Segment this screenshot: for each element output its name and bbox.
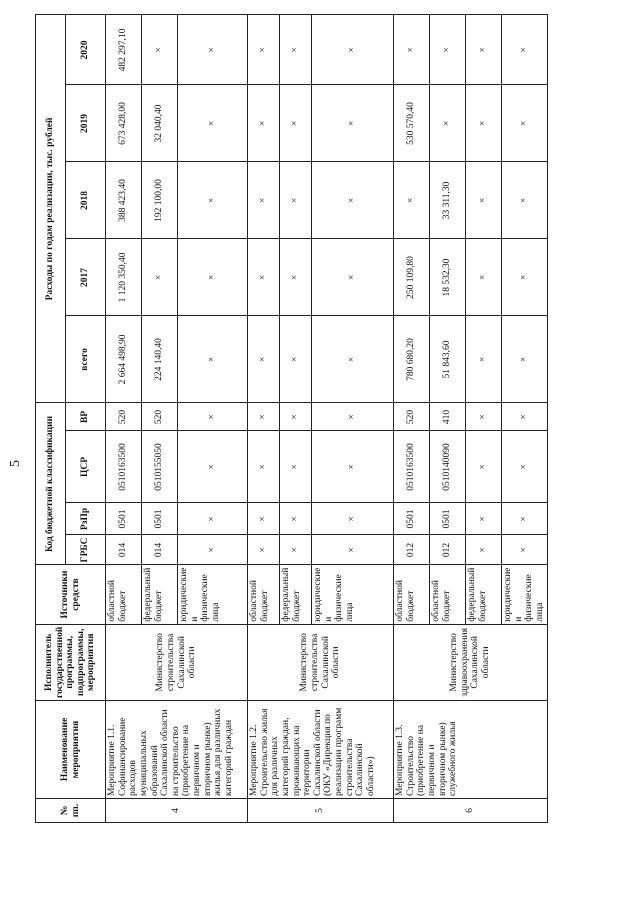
grbs-cell: × bbox=[466, 535, 502, 565]
executor: Министерство строительства Сахалинской области bbox=[248, 624, 394, 700]
csr-cell: × bbox=[502, 431, 548, 503]
y2019-cell: × bbox=[248, 85, 280, 162]
y2017-cell: × bbox=[502, 239, 548, 316]
table-row bbox=[106, 15, 142, 823]
grbs-cell: × bbox=[248, 535, 280, 565]
vr-cell: 410 bbox=[430, 403, 466, 431]
source: юридические и физические лица bbox=[312, 565, 394, 624]
rppr-cell: 0501 bbox=[142, 503, 178, 535]
total-cell: × bbox=[502, 316, 548, 403]
y2017-cell: × bbox=[178, 239, 248, 316]
y2017-cell: × bbox=[312, 239, 394, 316]
vr-cell: × bbox=[280, 403, 312, 431]
measure-name: Мероприятие 1.3. Строительство (приобретение на первичном и вторичном рынке) служебного жилья bbox=[394, 701, 548, 799]
row-num: 6 bbox=[394, 799, 548, 823]
y2017-cell: × bbox=[248, 239, 280, 316]
header-total: всего bbox=[66, 316, 106, 403]
header-code-group: Код бюджетной классификации bbox=[36, 403, 66, 565]
vr-cell: × bbox=[312, 403, 394, 431]
y2019-cell: × bbox=[466, 85, 502, 162]
y2019-cell: × bbox=[178, 85, 248, 162]
source: областной бюджет bbox=[248, 565, 280, 624]
vr-cell: 520 bbox=[106, 403, 142, 431]
header-2018: 2018 bbox=[66, 162, 106, 239]
source: юридические и физические лица bbox=[502, 565, 548, 624]
grbs-cell: 014 bbox=[106, 535, 142, 565]
y2020-cell: × bbox=[430, 15, 466, 85]
rppr-cell: × bbox=[248, 503, 280, 535]
vr-cell: 520 bbox=[394, 403, 430, 431]
csr-cell: × bbox=[248, 431, 280, 503]
total-cell: 2 664 498,90 bbox=[106, 316, 142, 403]
y2020-cell: × bbox=[312, 15, 394, 85]
y2020-cell: 482 297,10 bbox=[106, 15, 142, 85]
y2018-cell: × bbox=[248, 162, 280, 239]
y2019-cell: × bbox=[430, 85, 466, 162]
total-cell: × bbox=[312, 316, 394, 403]
y2018-cell: × bbox=[178, 162, 248, 239]
y2020-cell: × bbox=[178, 15, 248, 85]
y2019-cell: 673 428,00 bbox=[106, 85, 142, 162]
grbs-cell: × bbox=[312, 535, 394, 565]
csr-cell: × bbox=[312, 431, 394, 503]
csr-cell: 0510163500 bbox=[106, 431, 142, 503]
y2018-cell: 388 423,40 bbox=[106, 162, 142, 239]
total-cell: 780 680,20 bbox=[394, 316, 430, 403]
header-rppr: РзПр bbox=[66, 503, 106, 535]
y2018-cell: 33 311,30 bbox=[430, 162, 466, 239]
y2019-cell: × bbox=[280, 85, 312, 162]
row-num: 5 bbox=[248, 799, 394, 823]
measure-name: Мероприятие 1.1. Софинансирование расходов муниципальных образований Сахалинской области на строительство (приобретение на первичном и вторичном рынке) жилья для различных категорий граждан bbox=[106, 701, 248, 799]
csr-cell: × bbox=[178, 431, 248, 503]
y2020-cell: × bbox=[248, 15, 280, 85]
y2017-cell: × bbox=[142, 239, 178, 316]
header-expenses-group: Расходы по годам реализации, тыс. рублей bbox=[36, 15, 66, 403]
rppr-cell: 0501 bbox=[394, 503, 430, 535]
source: федеральный бюджет bbox=[280, 565, 312, 624]
csr-cell: 0510140090 bbox=[430, 431, 466, 503]
vr-cell: × bbox=[502, 403, 548, 431]
y2018-cell: × bbox=[394, 162, 430, 239]
header-2017: 2017 bbox=[66, 239, 106, 316]
y2020-cell: × bbox=[466, 15, 502, 85]
header-name: Наименование мероприятия bbox=[36, 701, 106, 799]
rppr-cell: 0501 bbox=[430, 503, 466, 535]
total-cell: × bbox=[280, 316, 312, 403]
y2017-cell: 1 120 350,40 bbox=[106, 239, 142, 316]
total-cell: 224 140,40 bbox=[142, 316, 178, 403]
grbs-cell: 012 bbox=[394, 535, 430, 565]
rppr-cell: × bbox=[280, 503, 312, 535]
y2017-cell: 18 532,30 bbox=[430, 239, 466, 316]
rppr-cell: × bbox=[178, 503, 248, 535]
vr-cell: × bbox=[248, 403, 280, 431]
header-num: № пп. bbox=[36, 799, 106, 823]
grbs-cell: × bbox=[280, 535, 312, 565]
y2019-cell: × bbox=[502, 85, 548, 162]
y2019-cell: × bbox=[312, 85, 394, 162]
measure-name: Мероприятие 1.2. Строительство жилья для различных категорий граждан, проживающих на территории Сахалинской области (ОКУ «Дирекция по реализации программ строительства Сахалинской области») bbox=[248, 701, 394, 799]
source: областной бюджет bbox=[430, 565, 466, 624]
total-cell: × bbox=[248, 316, 280, 403]
y2018-cell: × bbox=[312, 162, 394, 239]
table-row bbox=[394, 15, 430, 823]
y2020-cell: × bbox=[394, 15, 430, 85]
header-executor: Исполнитель государственной программы, подпрограммы, мероприятия bbox=[36, 624, 106, 700]
y2017-cell: 250 109,80 bbox=[394, 239, 430, 316]
header-2019: 2019 bbox=[66, 85, 106, 162]
vr-cell: × bbox=[466, 403, 502, 431]
rppr-cell: × bbox=[502, 503, 548, 535]
source: областной бюджет bbox=[106, 565, 142, 624]
source: юридические и физические лица bbox=[178, 565, 248, 624]
csr-cell: × bbox=[280, 431, 312, 503]
y2019-cell: 530 570,40 bbox=[394, 85, 430, 162]
rppr-cell: × bbox=[312, 503, 394, 535]
budget-table bbox=[35, 14, 548, 823]
y2020-cell: × bbox=[142, 15, 178, 85]
total-cell: × bbox=[178, 316, 248, 403]
header-2020: 2020 bbox=[66, 15, 106, 85]
y2018-cell: × bbox=[280, 162, 312, 239]
header-vr: ВР bbox=[66, 403, 106, 431]
y2018-cell: × bbox=[502, 162, 548, 239]
csr-cell: × bbox=[466, 431, 502, 503]
row-num: 4 bbox=[106, 799, 248, 823]
vr-cell: × bbox=[178, 403, 248, 431]
y2018-cell: × bbox=[466, 162, 502, 239]
rppr-cell: × bbox=[466, 503, 502, 535]
grbs-cell: × bbox=[178, 535, 248, 565]
rppr-cell: 0501 bbox=[106, 503, 142, 535]
y2020-cell: × bbox=[502, 15, 548, 85]
vr-cell: 520 bbox=[142, 403, 178, 431]
y2017-cell: × bbox=[466, 239, 502, 316]
table-row bbox=[248, 15, 280, 823]
executor: Министерство здравоохранения Сахалинской области bbox=[394, 624, 548, 700]
source: федеральный бюджет bbox=[466, 565, 502, 624]
csr-cell: 0510155050 bbox=[142, 431, 178, 503]
y2020-cell: × bbox=[280, 15, 312, 85]
page-number: 5 bbox=[8, 460, 23, 467]
header-csr: ЦСР bbox=[66, 431, 106, 503]
y2019-cell: 32 040,40 bbox=[142, 85, 178, 162]
source: федеральный бюджет bbox=[142, 565, 178, 624]
grbs-cell: 014 bbox=[142, 535, 178, 565]
header-source: Источники средств bbox=[36, 565, 106, 624]
total-cell: × bbox=[466, 316, 502, 403]
grbs-cell: 012 bbox=[430, 535, 466, 565]
header-grbs: ГРБС bbox=[66, 535, 106, 565]
executor: Министерство строительства Сахалинской области bbox=[106, 624, 248, 700]
source: областной бюджет bbox=[394, 565, 430, 624]
y2018-cell: 192 100,00 bbox=[142, 162, 178, 239]
grbs-cell: × bbox=[502, 535, 548, 565]
total-cell: 51 843,60 bbox=[430, 316, 466, 403]
csr-cell: 0510163500 bbox=[394, 431, 430, 503]
y2017-cell: × bbox=[280, 239, 312, 316]
